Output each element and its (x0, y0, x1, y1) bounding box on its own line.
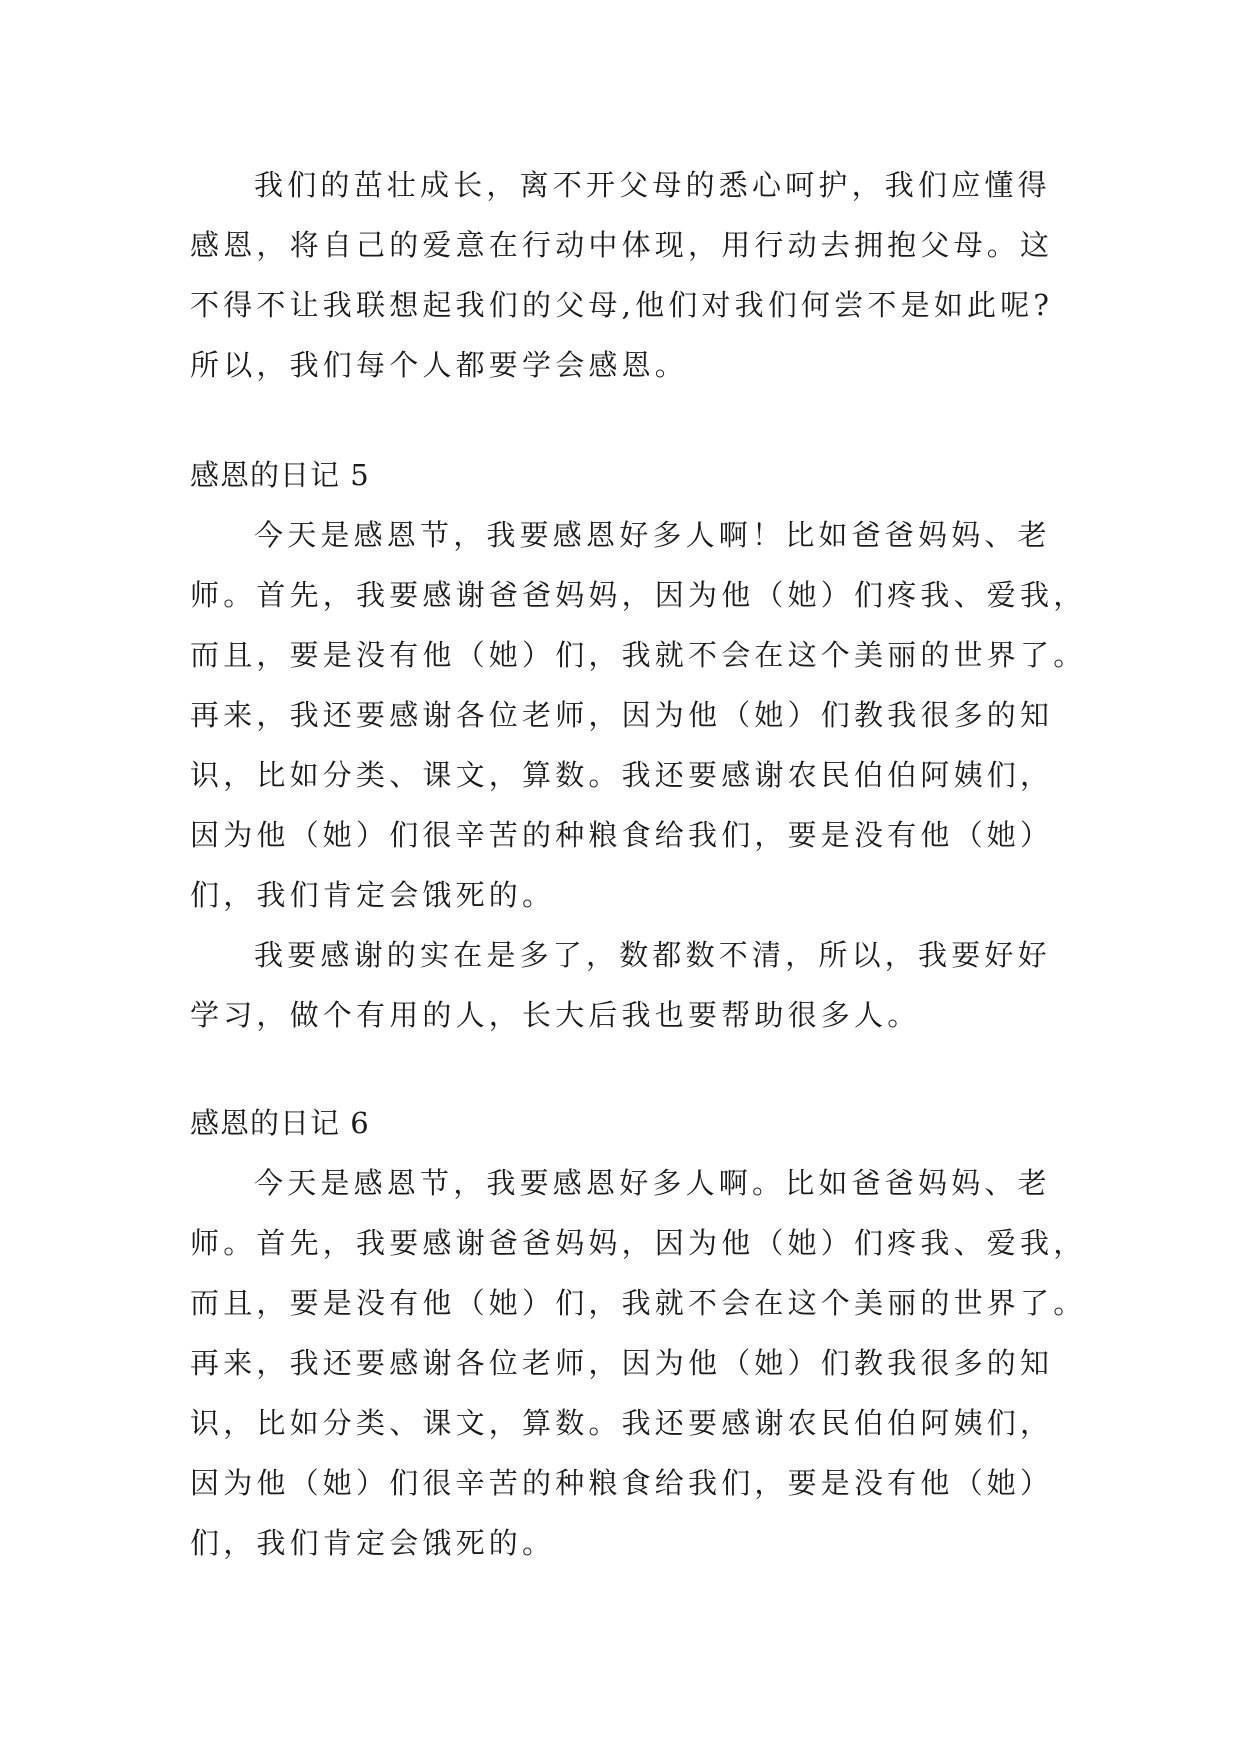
paragraph-line: 识，比如分类、课文，算数。我还要感谢农民伯伯阿姨们， (190, 758, 1054, 792)
paragraph-line: 因为他（她）们很辛苦的种粮食给我们，要是没有他（她） (190, 818, 1054, 852)
paragraph-line: 所以，我们每个人都要学会感恩。 (190, 348, 689, 382)
paragraph-line: 再来，我还要感谢各位老师，因为他（她）们教我很多的知 (190, 698, 1054, 732)
paragraph-line: 感恩，将自己的爱意在行动中体现，用行动去拥抱父母。这 (190, 228, 1054, 262)
paragraph-line: 不得不让我联想起我们的父母,他们对我们何尝不是如此呢? (190, 288, 1054, 322)
paragraph-line: 我们的茁壮成长，离不开父母的悉心呵护，我们应懂得 (254, 168, 1051, 202)
paragraph-line: 今天是感恩节，我要感恩好多人啊。比如爸爸妈妈、老 (254, 1166, 1051, 1200)
paragraph-line: 再来，我还要感谢各位老师，因为他（她）们教我很多的知 (190, 1346, 1054, 1380)
diary-5-heading: 感恩的日记 5 (190, 458, 370, 492)
paragraph-line: 识，比如分类、课文，算数。我还要感谢农民伯伯阿姨们， (190, 1406, 1054, 1440)
paragraph-line: 而且，要是没有他（她）们，我就不会在这个美丽的世界了。 (190, 638, 1087, 672)
paragraph-line: 师。首先，我要感谢爸爸妈妈，因为他（她）们疼我、爱我， (190, 578, 1087, 612)
paragraph-line: 今天是感恩节，我要感恩好多人啊！比如爸爸妈妈、老 (254, 518, 1051, 552)
paragraph-line: 而且，要是没有他（她）们，我就不会在这个美丽的世界了。 (190, 1286, 1087, 1320)
paragraph-line: 们，我们肯定会饿死的。 (190, 1526, 556, 1560)
paragraph-line: 因为他（她）们很辛苦的种粮食给我们，要是没有他（她） (190, 1466, 1054, 1500)
paragraph-line: 们，我们肯定会饿死的。 (190, 878, 556, 912)
paragraph-line: 学习，做个有用的人，长大后我也要帮助很多人。 (190, 998, 921, 1032)
diary-6-heading: 感恩的日记 6 (190, 1106, 370, 1140)
paragraph-line: 我要感谢的实在是多了，数都数不清，所以，我要好好 (254, 938, 1051, 972)
paragraph-line: 师。首先，我要感谢爸爸妈妈，因为他（她）们疼我、爱我， (190, 1226, 1087, 1260)
